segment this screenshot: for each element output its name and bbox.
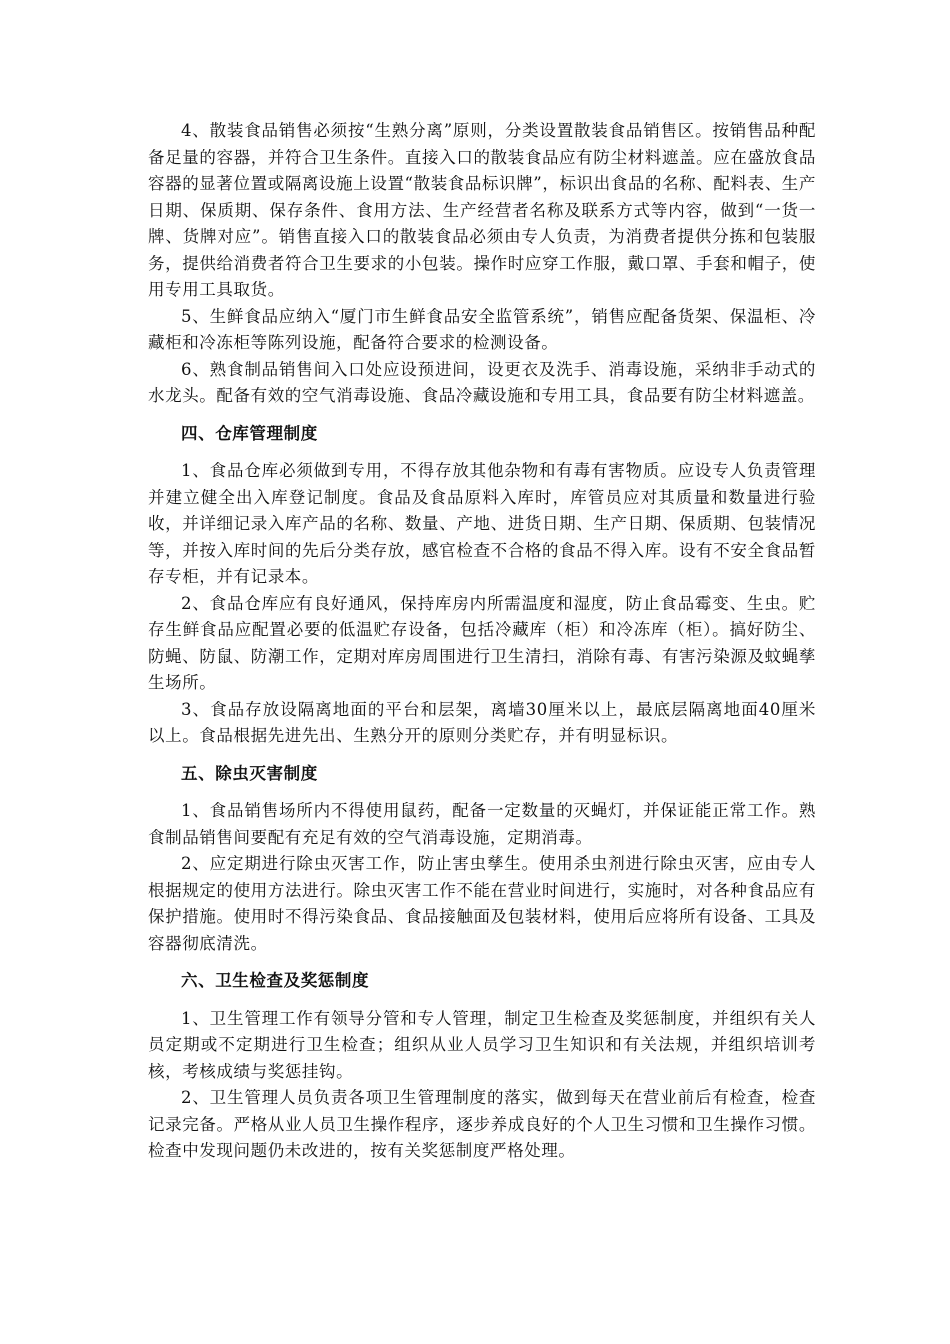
paragraph-3-6: 6、熟食制品销售间入口处应设预进间，设更衣及洗手、消毒设施，采纳非手动式的水龙头。配备有效的空气消毒设施、食品冷藏设施和专用工具，食品要有防尘材料遮盖。 [148, 359, 816, 405]
paragraph-4-2: 2、食品仓库应有良好通风，保持库房内所需温度和湿度，防止食品霉变、生虫。贮存生鲜食品应配置必要的低温贮存设备，包括冷藏库（柜）和冷冻库（柜）。搞好防尘、防蝇、防鼠、防潮工作，定期对库房周围进行卫生清扫，消除有毒、有害污染源及蚊蝇孳生场所。 [148, 593, 816, 692]
paragraph-6-2: 2、卫生管理人员负责各项卫生管理制度的落实，做到每天在营业前后有检查，检查记录完备。严格从业人员卫生操作程序，逐步养成良好的个人卫生习惯和卫生操作习惯。检查中发现问题仍未改进的，按有关奖惩制度严格处理。 [148, 1088, 816, 1160]
paragraph-3-5: 5、生鲜食品应纳入“厦门市生鲜食品安全监管系统”，销售应配备货架、保温柜、冷藏柜和冷冻柜等陈列设施，配备符合要求的检测设备。 [148, 306, 816, 352]
section-heading-pest-control: 五、除虫灭害制度 [181, 763, 318, 783]
paragraph-5-1: 1、食品销售场所内不得使用鼠药，配备一定数量的灭蝇灯，并保证能正常工作。熟食制品销售间要配有充足有效的空气消毒设施，定期消毒。 [148, 801, 816, 847]
paragraph-5-2: 2、应定期进行除虫灭害工作，防止害虫孳生。使用杀虫剂进行除虫灭害，应由专人根据规定的使用方法进行。除虫灭害工作不能在营业时间进行，实施时，对各种食品应有保护措施。使用时不得污染食品、食品接触面及包装材料，使用后应将所有设备、工具及容器彻底清洗。 [148, 854, 816, 953]
paragraph-3-4: 4、散装食品销售必须按“生熟分离”原则，分类设置散装食品销售区。按销售品种配备足量的容器，并符合卫生条件。直接入口的散装食品应有防尘材料遮盖。应在盛放食品容器的显著位置或隔离设施上设置“散装食品标识牌”，标识出食品的名称、配料表、生产日期、保质期、保存条件、食用方法、生产经营者名称及联系方式等内容，做到“一货一牌、货牌对应”。销售直接入口的散装食品必须由专人负责，为消费者提供分拣和包装服务，提供给消费者符合卫生要求的小包装。操作时应穿工作服，戴口罩、手套和帽子，使用专用工具取货。 [148, 121, 816, 299]
paragraph-4-3: 3、食品存放设隔离地面的平台和层架，离墙30厘米以上，最底层隔离地面40厘米以上。食品根据先进先出、生熟分开的原则分类贮存，并有明显标识。 [148, 699, 816, 745]
section-heading-warehouse: 四、仓库管理制度 [181, 423, 318, 443]
paragraph-6-1: 1、卫生管理工作有领导分管和专人管理，制定卫生检查及奖惩制度，并组织有关人员定期或不定期进行卫生检查；组织从业人员学习卫生知识和有关法规，并组织培训考核，考核成绩与奖惩挂钩。 [148, 1008, 816, 1081]
paragraph-4-1: 1、食品仓库必须做到专用，不得存放其他杂物和有毒有害物质。应设专人负责管理并建立健全出入库登记制度。食品及食品原料入库时，库管员应对其质量和数量进行验收，并详细记录入库产品的名称、数量、产地、进货日期、生产日期、保质期、包装情况等，并按入库时间的先后分类存放，感官检查不合格的食品不得入库。设有不安全食品暂存专柜，并有记录本。 [148, 461, 816, 586]
document-body [148, 118, 816, 1165]
section-heading-hygiene-inspection: 六、卫生检查及奖惩制度 [181, 971, 370, 990]
